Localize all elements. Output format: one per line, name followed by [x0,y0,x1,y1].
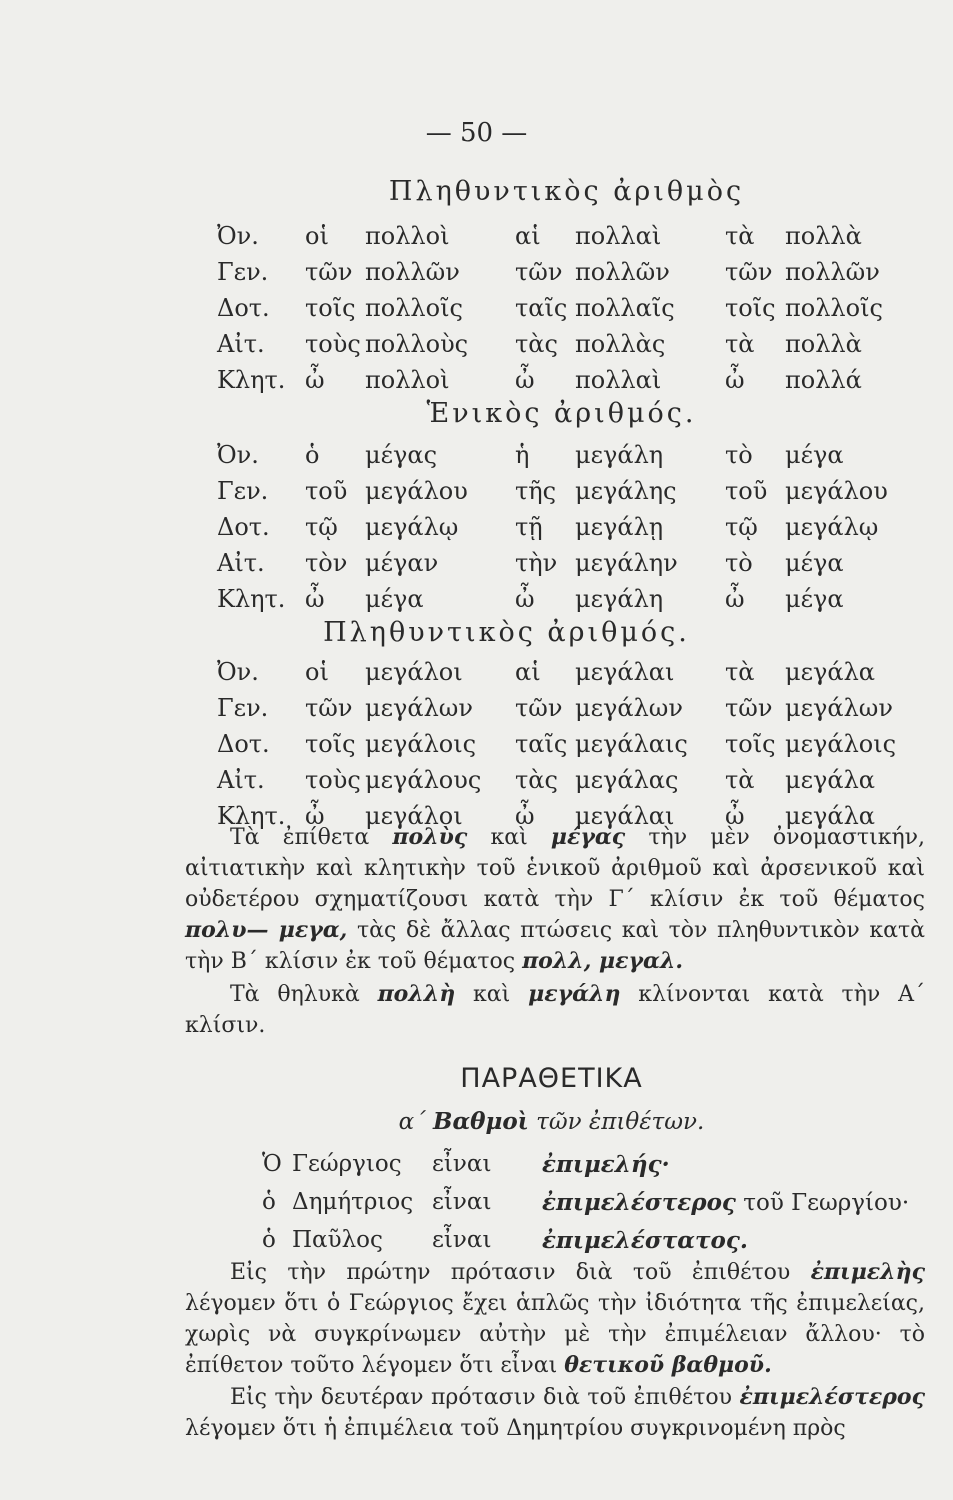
name: Γεώργιος [292,1151,402,1177]
form-neut: μεγάλου [785,477,888,505]
form-neut: μεγάλα [785,802,875,830]
article-neut: τὰ [725,222,755,250]
table-row [217,254,935,290]
form-masc: πολλοῖς [365,294,463,322]
declension-table-megas-plural [217,654,935,834]
article-fem: τῶν [515,258,563,286]
article-neut: τὰ [725,658,755,686]
article-neut: ὦ [725,802,745,830]
text-run: Εἰς τὴν πρώτην πρότασιν διὰ τοῦ ἐπιθέτου [230,1260,811,1285]
case-label: Δοτ. [217,730,270,758]
case-label: Γεν. [217,694,269,722]
emphasis-epimelesteros: ἐπιμελέστερος [739,1384,925,1410]
form-masc: μεγάλοις [365,730,477,758]
paragraph-comparative-degree [185,1382,925,1444]
name: Παῦλος [292,1227,383,1253]
form-masc: πολλοὺς [365,330,469,358]
form-fem: μεγάλων [575,694,683,722]
form-masc: μέγα [365,585,424,613]
article-fem: τὰς [515,330,558,358]
form-neut: πολλῶν [785,258,880,286]
form-masc: μέγας [365,441,438,469]
article-fem: ὦ [515,585,535,613]
article-masc: τὸν [305,549,348,577]
article-fem: τὰς [515,766,558,794]
text-run: καὶ [455,982,529,1007]
article-neut: τῶν [725,694,773,722]
article-neut: τῶν [725,258,773,286]
emphasis-polys: πολὺς [392,824,468,850]
form-neut: μέγα [785,585,844,613]
emphasis-positive-degree: θετικοῦ βαθμοῦ. [564,1352,772,1378]
subsection-title [0,1108,953,1135]
form-masc: πολλῶν [365,258,460,286]
table-row [217,545,935,581]
article-fem: ὦ [515,366,535,394]
case-label: Κλητ. [217,366,286,394]
article-fem: αἱ [515,222,541,250]
form-neut: πολλοῖς [785,294,883,322]
text-run: Εἰς τὴν δευτέραν πρότασιν διὰ τοῦ ἐπιθέτου [230,1385,740,1410]
form-fem: μεγάλη [575,441,664,469]
declension-table-megas-singular [217,437,935,617]
form-neut: πολλά [785,366,862,394]
article-neut: ὦ [725,585,745,613]
form-fem: μεγάλῃ [575,513,664,541]
article: ὁ [262,1189,276,1215]
verb: εἶναι [432,1227,492,1253]
plural-heading: Πληθυντικὸς ἀριθμὸς [388,176,745,207]
article-fem: αἱ [515,658,541,686]
case-label: Δοτ. [217,513,270,541]
article: Ὁ [262,1151,282,1177]
adjective-cell [542,1145,909,1183]
adjective: ἐπιμελέστατος. [542,1226,748,1254]
case-label: Δοτ. [217,294,270,322]
table-row [262,1145,909,1183]
form-fem: πολλαὶ [575,366,662,394]
form-fem: μεγάλας [575,766,679,794]
section-title: ΠΑΡΑΘΕΤΙΚΑ [460,1063,643,1094]
article-fem: τῶν [515,694,563,722]
emphasis-epimelis: ἐπιμελὴς [810,1259,925,1285]
article-fem: ἡ [515,441,530,469]
verb: εἶναι [432,1189,492,1215]
table-row [262,1221,909,1259]
form-fem: πολλαῖς [575,294,675,322]
case-label: Κλητ. [217,802,286,830]
verb: εἶναι [432,1151,492,1177]
text-run: λέγομεν ὅτι ὁ Γεώργιος ἔχει ἁπλῶς τὴν ἰδιότητα τῆς ἐπιμελείας, χωρὶς νὰ συγκρίνωμεν αὐτὴν μὲ τὴν ἐπιμέλειαν ἄλλου· τὸ ἐπίθετον τοῦτο λέγομεν ὅτι εἶναι [185,1291,925,1378]
form-neut: μεγάλων [785,694,893,722]
adjective-cell [542,1183,909,1221]
table-row [217,690,935,726]
table-row [217,726,935,762]
plural-heading-2: Πληθυντικὸς ἀριθμός. [323,617,690,648]
form-fem: μεγάλαις [575,730,688,758]
adjective-cell [542,1221,909,1259]
article-masc: ὦ [305,366,325,394]
form-fem: πολλαὶ [575,222,662,250]
form-neut: μεγάλοις [785,730,897,758]
article-masc: ὁ [305,441,320,469]
form-masc: μεγάλου [365,477,468,505]
article: ὁ [262,1227,276,1253]
article-masc: τῶν [305,694,353,722]
article-masc: οἱ [305,222,329,250]
paragraph-positive-degree [185,1257,925,1381]
article-masc: τῶν [305,258,353,286]
article-fem: ὦ [515,802,535,830]
form-fem: μεγάλης [575,477,677,505]
form-masc: μεγάλῳ [365,513,459,541]
article-masc: τοῦ [305,477,348,505]
table-row [217,654,935,690]
form-fem: μεγάλαι [575,658,675,686]
form-masc: μεγάλοι [365,658,463,686]
form-fem: πολλὰς [575,330,666,358]
form-fem: μεγάλαι [575,802,675,830]
article-masc: ὦ [305,802,325,830]
article-fem: ταῖς [515,294,568,322]
form-neut: μεγάλα [785,766,875,794]
article-neut: τοῖς [725,294,776,322]
form-masc: μεγάλοι [365,802,463,830]
case-label: Αἰτ. [217,766,265,794]
text-run: Τὰ ἐπίθετα [230,825,393,850]
table-row [262,1183,909,1221]
degrees-examples [262,1145,909,1259]
table-row [217,581,935,617]
emphasis-stem-1: πολυ— μεγα, [185,917,348,943]
form-neut: πολλὰ [785,222,862,250]
article-neut: τὰ [725,766,755,794]
text-run: Τὰ θηλυκὰ [230,982,378,1007]
article-neut: ὦ [725,366,745,394]
article-masc: τοὺς [305,330,361,358]
table-row [217,362,935,398]
case-label: Γεν. [217,477,269,505]
text-run: τὴν μὲν ὀνομαστικήν, αἰτιατικὴν καὶ κλητικὴν τοῦ ἑνικοῦ ἀριθμοῦ καὶ ἀρσενικοῦ καὶ οὐδετέρου σχηματίζουσι κατὰ τὴν Γ΄ κλίσιν ἐκ τοῦ θέματος [185,825,926,912]
form-masc: πολλοὶ [365,366,450,394]
subsection-rest: τῶν ἐπιθέτων. [528,1109,705,1135]
article-fem: τῇ [515,513,543,541]
table-row [217,437,935,473]
article-neut: τὰ [725,330,755,358]
table-row [217,509,935,545]
article-fem: ταῖς [515,730,568,758]
text-run: κλίνονται κατὰ τὴν Α΄ κλίσιν. [185,982,926,1038]
page-number: — 50 — [425,118,528,148]
text-run: τὰς δὲ ἄλλας πτώσεις καὶ τὸν πληθυντικὸν κατὰ τὴν Β΄ κλίσιν ἐκ τοῦ θέματος [185,918,925,974]
table-row [217,218,935,254]
case-label: Ὀν. [217,658,259,686]
case-label: Ὀν. [217,441,259,469]
emphasis-megali: μεγάλη [528,981,621,1007]
table-row [217,290,935,326]
name: Δημήτριος [292,1189,414,1215]
form-neut: μέγα [785,549,844,577]
form-masc: μεγάλους [365,766,482,794]
article-neut: τοῖς [725,730,776,758]
article-neut: τοῦ [725,477,768,505]
form-fem: μεγάλην [575,549,678,577]
form-neut: μεγάλα [785,658,875,686]
subsection-bold: Βαθμοὶ [433,1108,529,1135]
form-neut: πολλὰ [785,330,862,358]
form-fem: μεγάλη [575,585,664,613]
article-masc: τοῖς [305,294,356,322]
article-neut: τῷ [725,513,758,541]
form-fem: πολλῶν [575,258,670,286]
table-row [217,326,935,362]
article-masc: τοῖς [305,730,356,758]
article-fem: τῆς [515,477,557,505]
article-neut: τὸ [725,549,753,577]
paragraph-feminine [185,979,925,1041]
case-label: Ὀν. [217,222,259,250]
article-fem: τὴν [515,549,558,577]
form-neut: μεγάλῳ [785,513,879,541]
article-masc: τοὺς [305,766,361,794]
form-masc: πολλοὶ [365,222,450,250]
form-masc: μέγαν [365,549,439,577]
article-masc: οἱ [305,658,329,686]
form-neut: μέγα [785,441,844,469]
adjective: ἐπιμελέστερος [542,1188,736,1216]
form-masc: μεγάλων [365,694,473,722]
declension-table-polys-plural [217,218,935,398]
adjective: ἐπιμελής· [542,1150,670,1178]
case-label: Αἰτ. [217,549,265,577]
table-row [217,473,935,509]
text-run: καὶ [467,825,551,850]
case-label: Γεν. [217,258,269,286]
table-row [217,762,935,798]
case-label: Κλητ. [217,585,286,613]
article-masc: τῷ [305,513,338,541]
text-run: λέγομεν ὅτι ἡ ἐπιμέλεια τοῦ Δημητρίου συγκρινομένη πρὸς [185,1416,846,1441]
singular-heading: Ἑνικὸς ἀριθμός. [426,398,697,429]
paragraph-polys-megas [185,822,925,977]
complement: τοῦ Γεωργίου· [735,1189,910,1216]
article-neut: τὸ [725,441,753,469]
emphasis-polli: πολλὴ [377,981,456,1007]
case-label: Αἰτ. [217,330,265,358]
article-masc: ὦ [305,585,325,613]
emphasis-stem-2: πολλ, μεγαλ. [522,948,684,974]
subsection-prefix: α΄ [398,1109,433,1135]
emphasis-megas: μέγας [550,824,626,850]
